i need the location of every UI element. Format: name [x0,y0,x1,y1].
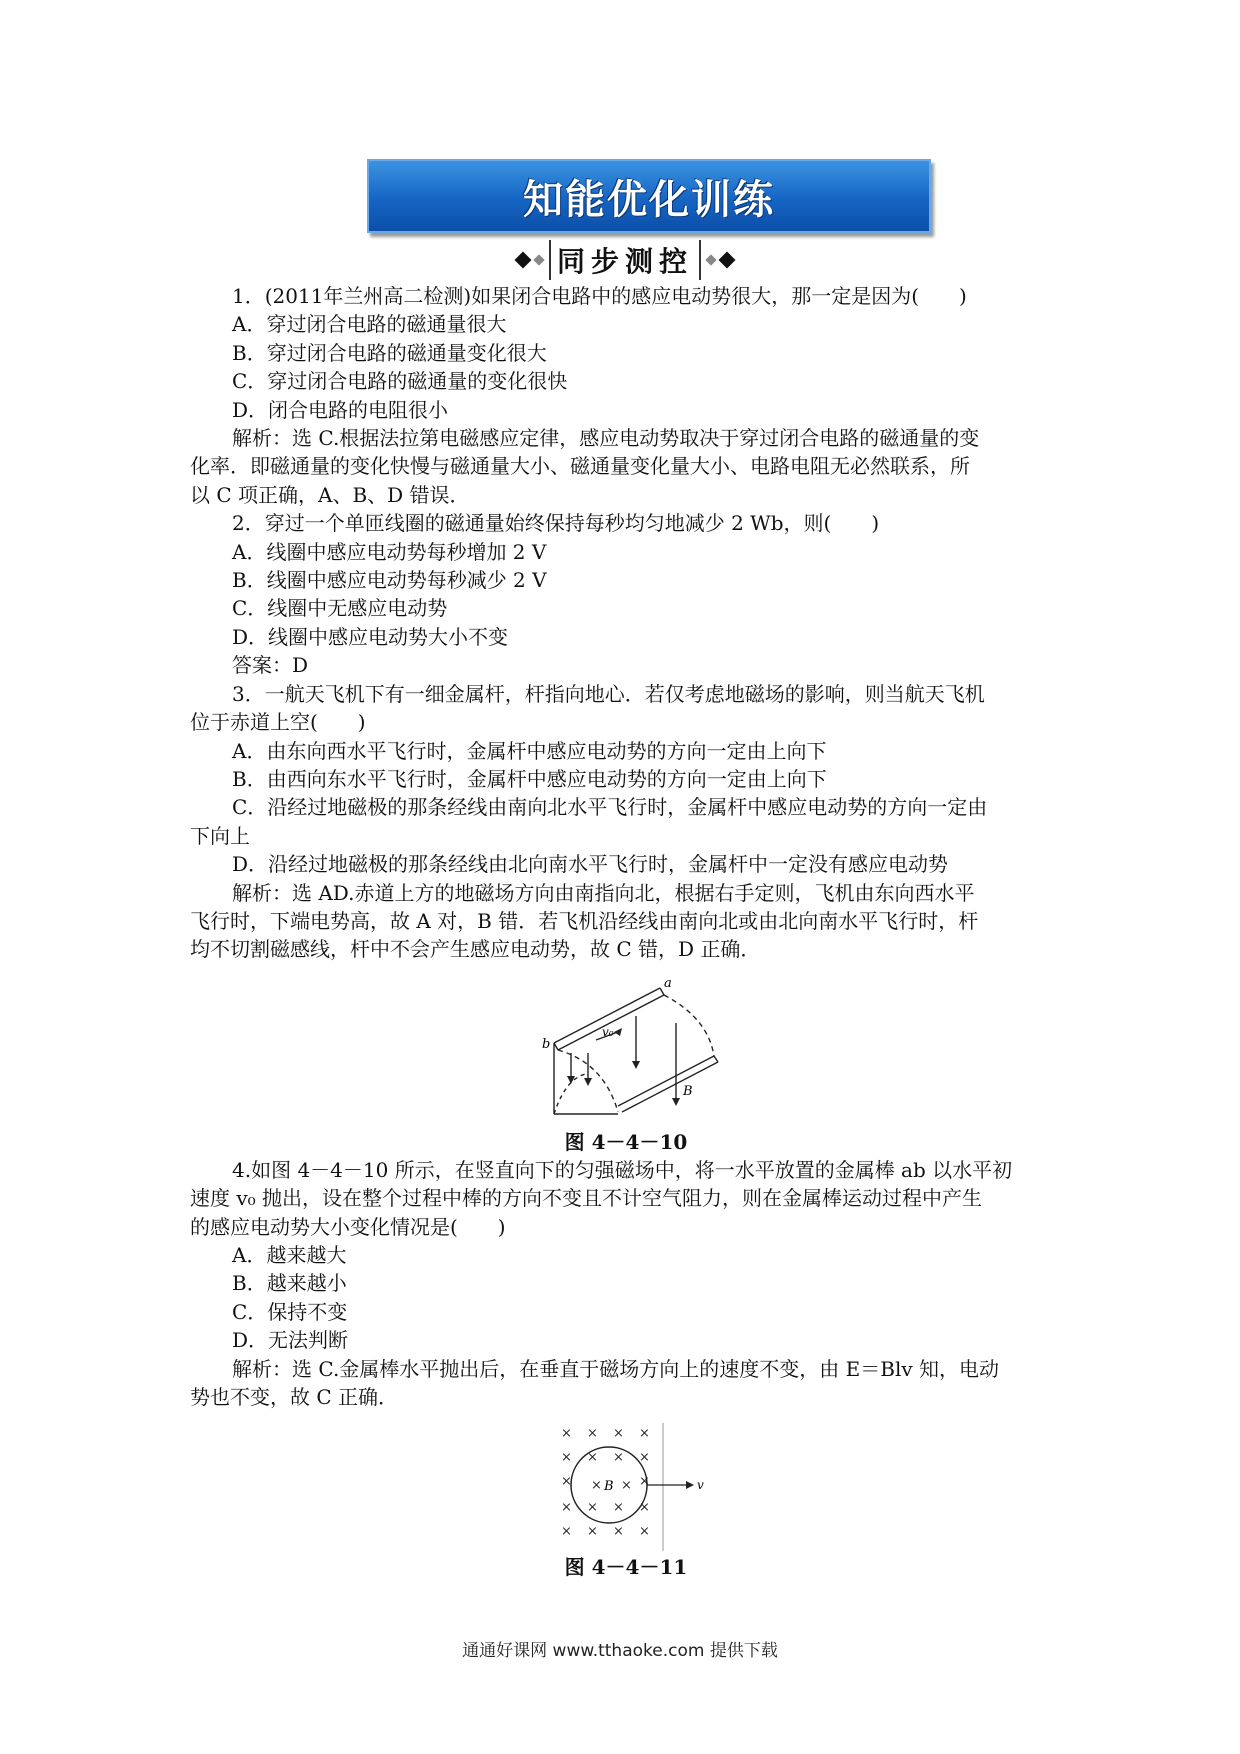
label-v0: v₀ [602,1024,614,1039]
exercise-content [190,282,1062,1581]
diamond-icon [514,252,531,269]
q2-option-c: C．线圈中无感应电动势 [232,596,448,621]
field-cross-icon: × [639,1500,650,1516]
q3-analysis: 解析：选 AD.赤道上方的地磁场方向由南指向北，根据右手定则，飞机由东向西水平 [232,880,975,905]
figure-caption: 图 4－4－11 [564,1555,688,1580]
figure-4-4-10 [526,978,726,1128]
rail-top-near [558,995,664,1050]
field-cross-icon: × [639,1474,650,1490]
field-cross-icon: × [561,1450,572,1466]
field-cross-icon: × [639,1426,650,1442]
figure-caption: 图 4－4－10 [564,1129,688,1154]
q1-analysis: 解析：选 C.根据法拉第电磁感应定律，感应电动势取决于穿过闭合电路的磁通量的变 [232,426,980,451]
field-cross-icon: × [591,1478,602,1494]
field-cross-icon: × [613,1450,624,1466]
q2-option-d: D．线圈中感应电动势大小不变 [232,624,509,649]
label-v: v [697,1478,704,1493]
q4-option-a: A．越来越大 [232,1242,347,1267]
q4-stem: 的感应电动势大小变化情况是( ) [190,1214,506,1239]
q1-option-c: C．穿过闭合电路的磁通量的变化很快 [232,369,568,394]
q2-answer: 答案：D [232,653,309,678]
q4-stem: 速度 v₀ 抛出，设在整个过程中棒的方向不变且不计空气阻力，则在金属棒运动过程中产生 [190,1186,983,1211]
field-cross-icon: × [561,1426,572,1442]
field-cross-icon: × [587,1450,598,1466]
q4-option-b: B．越来越小 [232,1271,347,1296]
q3-option-d: D．沿经过地磁极的那条经线由北向南水平飞行时，金属杆中一定没有感应电动势 [232,852,949,877]
q1-stem: 1．(2011年兰州高二检测)如果闭合电路中的感应电动势很大，那一定是因为( ) [232,284,967,308]
diamond-icon [719,252,736,269]
field-cross-icon: × [587,1500,598,1516]
field-cross-icon: × [561,1474,572,1490]
field-cross-icon: × [587,1426,598,1442]
diamond-icon [533,254,544,265]
rail-bottom [618,1056,714,1106]
q3-stem: 3．一航天飞机下有一细金属杆，杆指向地心．若仅考虑地磁场的影响，则当航天飞机 [232,681,985,706]
field-cross-icon: × [639,1450,650,1466]
field-cross-icon: × [587,1524,598,1540]
q1-option-d: D．闭合电路的电阻很小 [232,397,449,422]
title-banner [367,159,931,233]
field-cross-icon: × [621,1478,632,1494]
q4-analysis: 势也不变，故 C 正确． [190,1385,399,1409]
q4-option-c: C．保持不变 [232,1299,348,1324]
q2-option-a: A．线圈中感应电动势每秒增加 2 V [232,539,547,564]
label-B: B [683,1083,693,1099]
q2-option-b: B．线圈中感应电动势每秒减少 2 V [232,568,547,593]
q4-stem: 4.如图 4－4－10 所示，在竖直向下的匀强磁场中，将一水平放置的金属棒 ab 以水平初 [232,1157,1013,1182]
q1-option-b: B．穿过闭合电路的磁通量变化很大 [232,340,547,365]
q1-analysis: 以 C 项正确，A、B、D 错误． [190,482,470,507]
label-B: B [604,1479,614,1495]
section-title: 同步测控 [549,240,701,280]
field-cross-icon: × [639,1524,650,1540]
q4-option-d: D．无法判断 [232,1328,349,1353]
field-cross-icon: × [561,1524,572,1540]
label-a: a [664,977,672,991]
q3-stem: 位于赤道上空( ) [190,710,366,735]
q3-option-a: A．由东向西水平飞行时，金属杆中感应电动势的方向一定由上向下 [232,738,827,763]
q3-analysis: 均不切割磁感线，杆中不会产生感应电动势，故 C 错，D 正确． [190,937,761,962]
q3-option-b: B．由西向东水平飞行时，金属杆中感应电动势的方向一定由上向下 [232,766,827,791]
field-cross-icon: × [613,1426,624,1442]
banner-title: 知能优化训练 [523,176,775,223]
figure-4-4-11 [541,1423,711,1553]
diamond-icon [705,254,716,265]
q1-option-a: A．穿过闭合电路的磁通量很大 [232,312,507,337]
section-heading [480,240,770,280]
field-cross-icon: × [613,1524,624,1540]
q3-analysis: 飞行时，下端电势高，故 A 对，B 错．若飞机沿经线由南向北或由北向南水平飞行时，杆 [190,908,979,933]
q2-stem: 2．穿过一个单匝线圈的磁通量始终保持每秒均匀地减少 2 Wb，则( ) [232,511,880,536]
q3-option-c: 下向上 [190,823,250,848]
footer-text: 通通好课网 www.tthaoke.com 提供下载 [462,1641,778,1661]
q1-analysis: 化率．即磁通量的变化快慢与磁通量大小、磁通量变化量大小、电路电阻无必然联系，所 [190,454,970,479]
field-cross-icon: × [561,1500,572,1516]
field-cross-icon: × [613,1500,624,1516]
q4-analysis: 解析：选 C.金属棒水平抛出后，在垂直于磁场方向上的速度不变，由 E＝Blv 知，电动 [232,1356,1000,1381]
q3-option-c: C．沿经过地磁极的那条经线由南向北水平飞行时，金属杆中感应电动势的方向一定由 [232,795,988,820]
label-b: b [542,1036,551,1052]
